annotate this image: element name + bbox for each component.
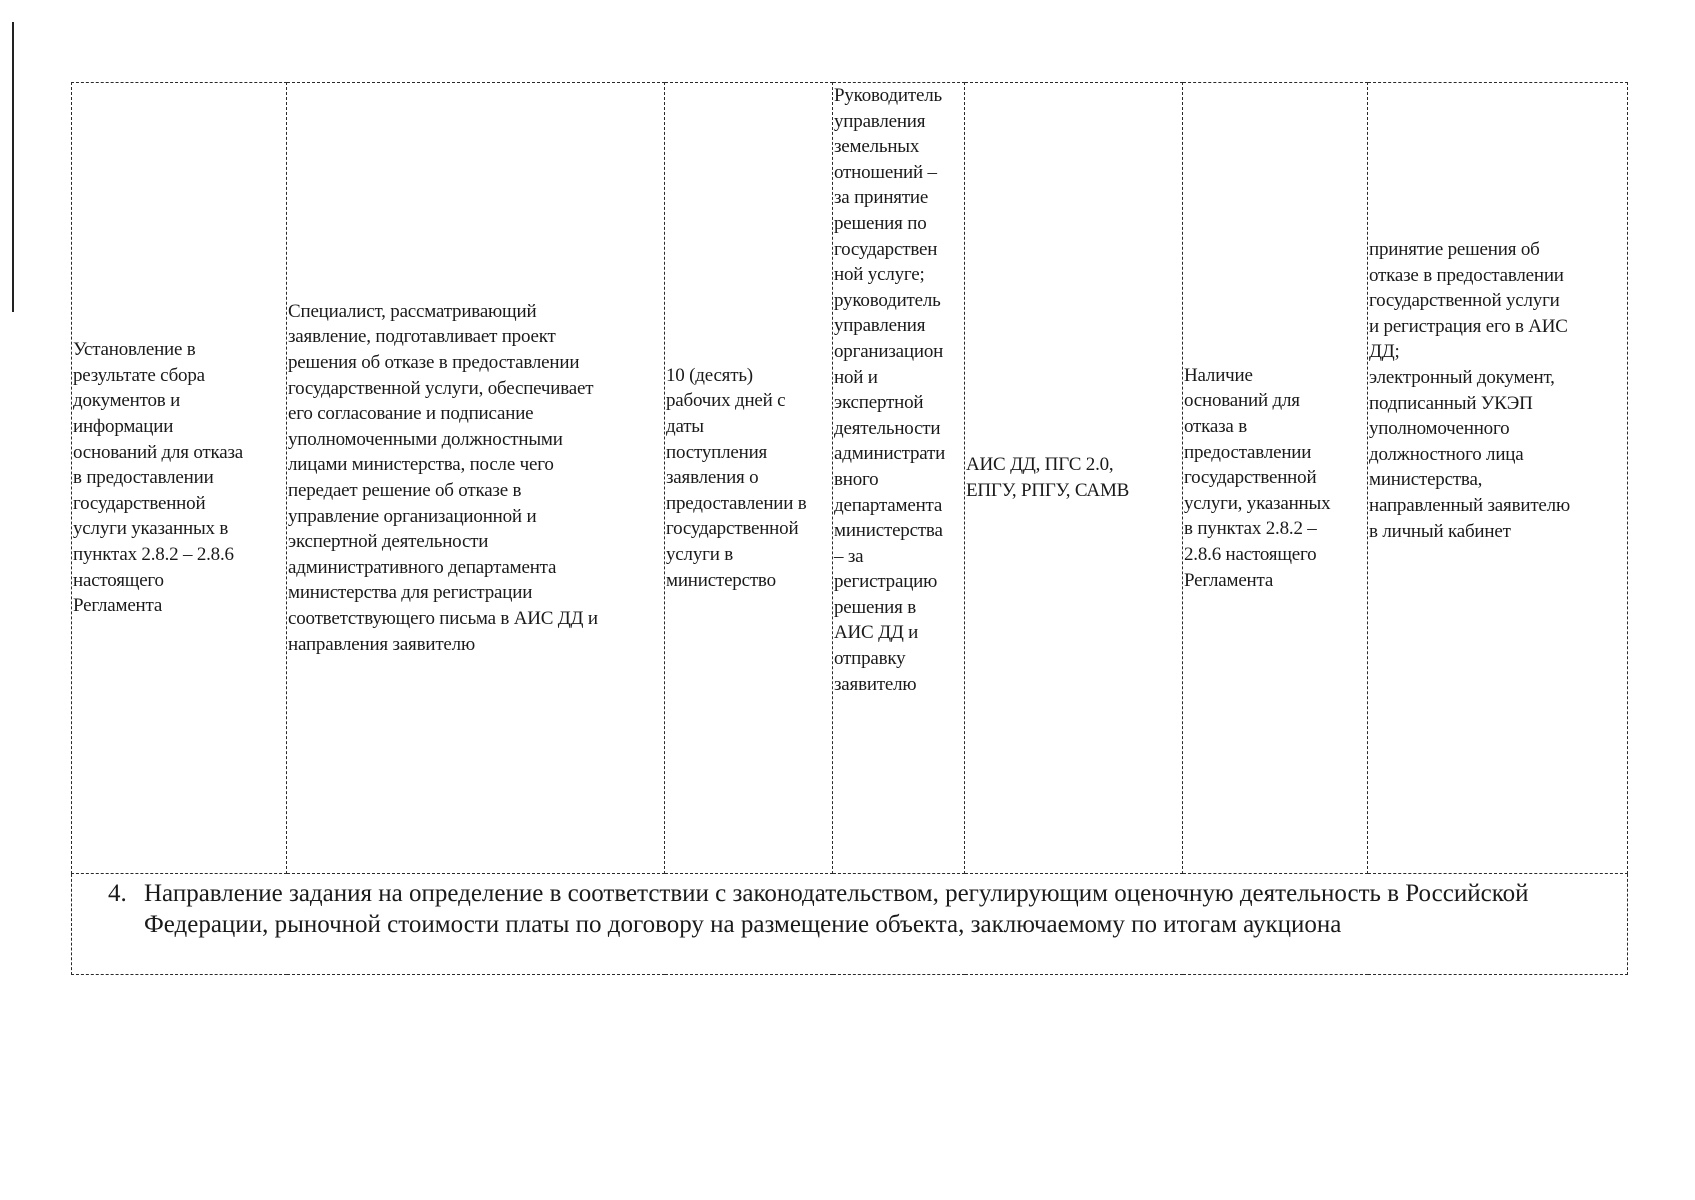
responsible-cell xyxy=(833,83,965,874)
result-cell xyxy=(1368,83,1628,874)
section-title: Направление задания на определение в соответствии с законодательством, регулирующим оценочную деятельность в Российской Федерации, рыночной стоимости платы по договору на размещение объекта, заключаемому по итогам аукциона xyxy=(144,880,1529,938)
stage-basis-text: Установление в результате сбора документов и информации оснований для отказа в предоставлении государственной услуги указанных в пунктах 2.8.2 – 2.8.6 настоящего Регламента xyxy=(73,339,243,617)
section-row xyxy=(72,874,1628,975)
term-text: 10 (десять) рабочих дней с даты поступления заявления о предоставлении в государственной услуги в министерство xyxy=(666,364,807,591)
term-cell xyxy=(665,83,833,874)
systems-text: АИС ДД, ПГС 2.0, ЕПГУ, РПГУ, САМВ xyxy=(966,454,1130,501)
stage-basis-cell xyxy=(72,83,287,874)
action-text: Специалист, рассматривающий заявление, подготавливает проект решения об отказе в предоставлении государственной услуги, обеспечивает его согласование и подписание уполномоченными должностными лицами министерства, после чего передает решение об отказе в управление организационной и экспертной деятельности административного департамента министерства для регистрации соответствующего письма в АИС ДД и направления заявителю xyxy=(288,300,598,655)
criteria-cell xyxy=(1183,83,1368,874)
procedure-table xyxy=(71,82,1628,975)
result-text: принятие решения об отказе в предоставлении государственной услуги и регистрация его в АИС ДД; электронный документ, подписанный УКЭП уполномоченного должностного лица министерства, направленный заявителю в личный кабинет xyxy=(1369,239,1570,542)
section-number: 4. xyxy=(108,880,127,907)
systems-cell xyxy=(965,83,1183,874)
responsible-text: Руководитель управления земельных отношений – за принятие решения по государствен ной услуге; руководитель управления организацион ной и экспертной деятельности администрати вного департамента министерства – за регистрацию решения в АИС ДД и отправку заявителю xyxy=(834,85,946,695)
criteria-text: Наличие оснований для отказа в предоставлении государственной услуги, указанных в пунктах 2.8.2 – 2.8.6 настоящего Регламента xyxy=(1184,364,1331,591)
margin-binding-line xyxy=(12,22,14,312)
section-heading-cell xyxy=(72,874,1628,975)
table-row xyxy=(72,83,1628,874)
action-cell xyxy=(287,83,665,874)
